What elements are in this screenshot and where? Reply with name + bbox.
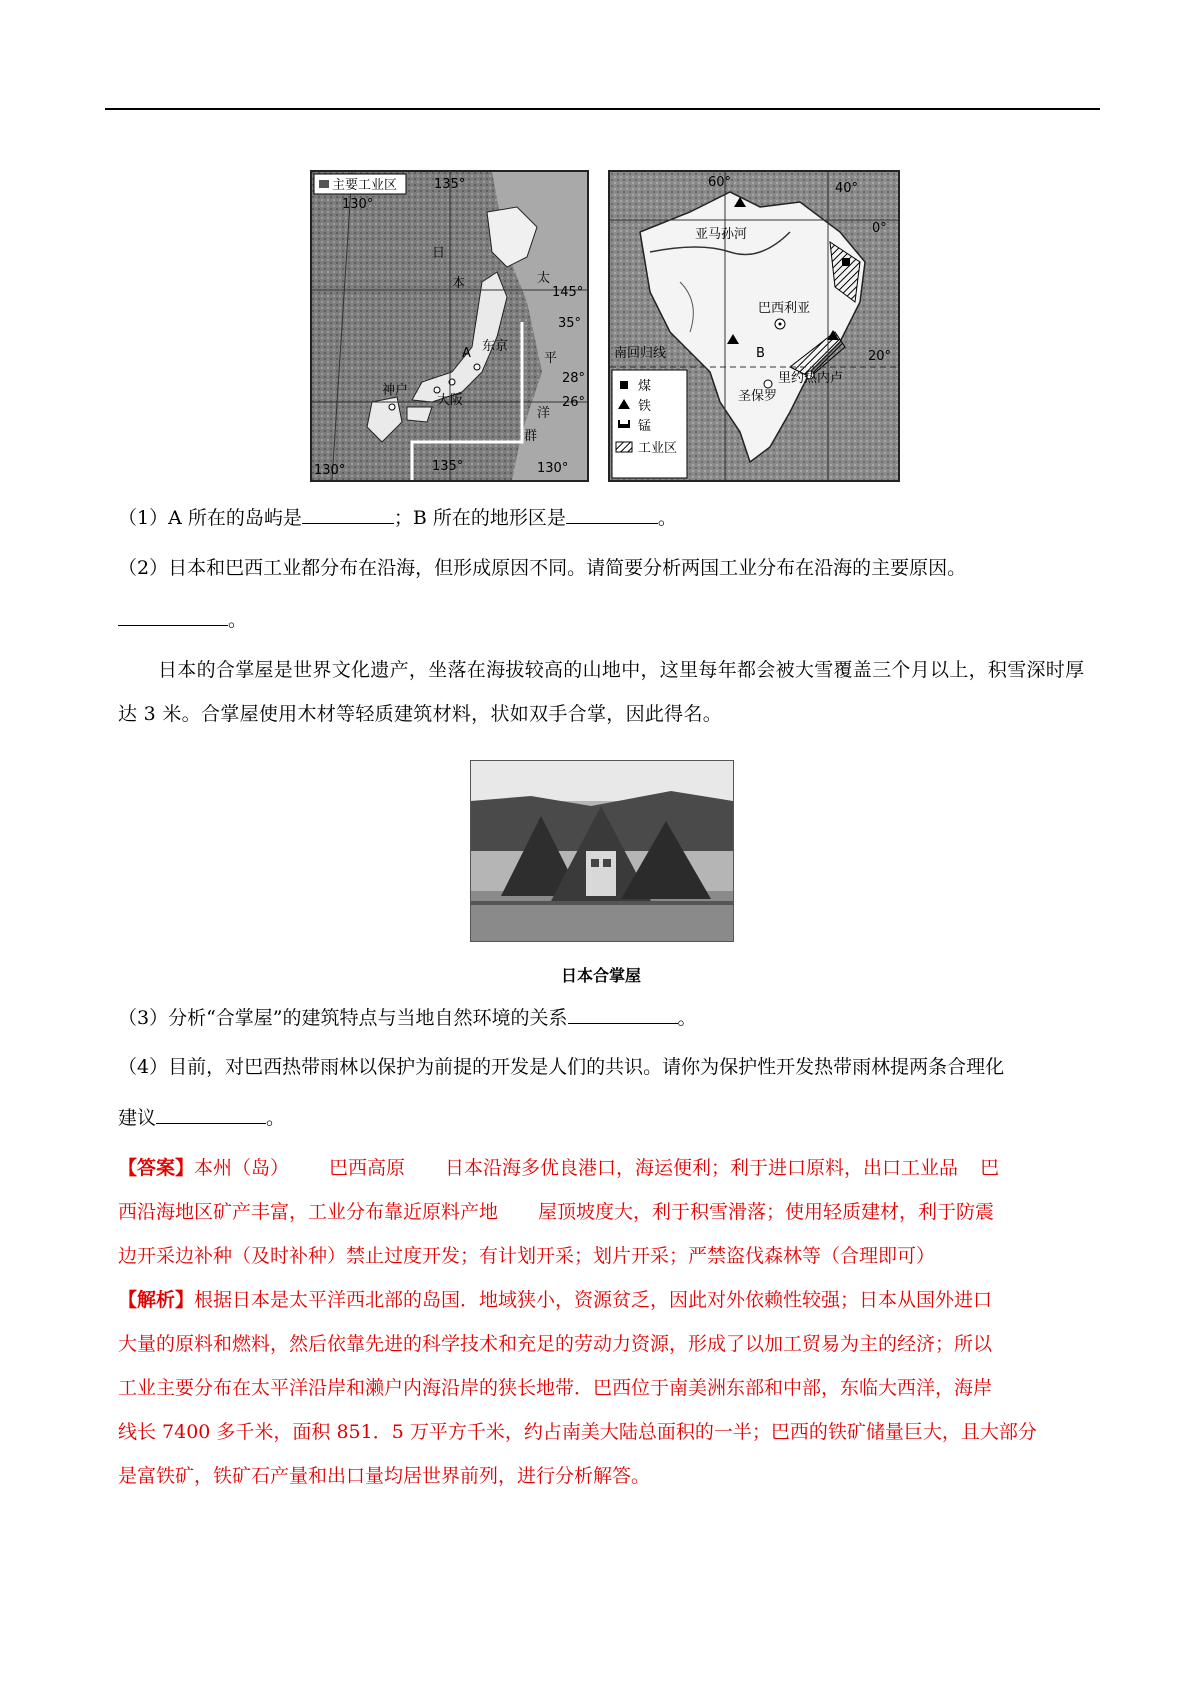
answer-blank[interactable]: [156, 1103, 266, 1124]
photo-caption: 日本合掌屋: [560, 966, 641, 985]
place-label: 巴西利亚: [758, 301, 811, 316]
question-4: [118, 1053, 1004, 1081]
analysis-line-1: [118, 1278, 1103, 1322]
gassho-house-photo: [470, 760, 734, 942]
place-label: 洋: [537, 406, 551, 421]
question-1: [118, 503, 677, 532]
answer-blank[interactable]: [566, 503, 658, 524]
place-label: 平: [544, 351, 558, 366]
lat-label: 0°: [872, 221, 887, 236]
place-label: B: [756, 346, 765, 361]
analysis-line-3: 工业主要分布在太平洋沿岸和濑户内海沿岸的狭长地带．巴西位于南美洲东部和中部，东临大西洋，海岸: [118, 1377, 993, 1399]
question-2-blank-line: [118, 605, 247, 634]
lon-label: 40°: [835, 181, 859, 196]
lon-label: 135°: [432, 459, 464, 474]
answer-blank[interactable]: [568, 1003, 678, 1024]
place-label: 亚马孙河: [695, 227, 748, 242]
question-3: [118, 1003, 697, 1032]
question-2: [118, 554, 966, 582]
lon-label: 130°: [537, 461, 569, 476]
lon-label: 135°: [434, 177, 466, 192]
lat-label: 20°: [868, 349, 892, 364]
question-4-text-b: 建议: [118, 1107, 157, 1129]
place-label: 里约热内卢: [778, 371, 844, 386]
place-label: 南回归线: [614, 346, 667, 361]
place-label: 东京: [482, 339, 509, 354]
analysis-line-2: 大量的原料和燃料，然后依靠先进的科学技术和充足的劳动力资源，形成了以加工贸易为主的经济；所以: [118, 1333, 993, 1355]
answer-line-2: [118, 1190, 1103, 1234]
legend-coal: 煤: [638, 379, 652, 394]
japan-map: [310, 170, 589, 482]
question-2-text: （2）日本和巴西工业都分布在沿海，但形成原因不同。请简要分析两国工业分布在沿海的主要原因。: [118, 557, 967, 579]
lon-label: 130°: [314, 463, 346, 478]
analysis-text: 根据日本是太平洋西北部的岛国．地域狭小，资源贫乏，因此对外依赖性较强；日本从国外进口: [194, 1289, 993, 1311]
analysis-line-4: 线长 7400 多千米，面积 851．5 万平方千米，约占南美大陆总面积的一半；巴西的铁矿储量巨大，且大部分: [118, 1421, 1037, 1443]
analysis-line-5: 是富铁矿，铁矿石产量和出口量均居世界前列，进行分析解答。: [118, 1465, 651, 1487]
answer-5: 边开采边补种（及时补种）禁止过度开发；有计划开采；划片开采；严禁盗伐森林等（合理即可）: [118, 1245, 936, 1267]
answer-3-cont: 西沿海地区矿产丰富，工业分布靠近原料产地: [118, 1201, 499, 1223]
lon-label: 130°: [342, 197, 374, 212]
legend-manganese: 锰: [638, 419, 652, 434]
answer-line-1: [118, 1146, 1103, 1190]
header-rule: [105, 108, 1100, 110]
place-label: 神户: [382, 383, 409, 398]
question-3-text: （3）分析“合掌屋”的建筑特点与当地自然环境的关系: [118, 1007, 568, 1029]
question-1-text-b: ；B 所在的地形区是: [393, 507, 566, 529]
place-label: 日: [432, 246, 446, 261]
legend-industrial-zone: 工业区: [638, 441, 678, 456]
answer-block: [118, 1146, 1103, 1498]
question-1-text-a: （1）A 所在的岛屿是: [118, 507, 302, 529]
brazil-map: [608, 170, 900, 482]
place-label: 太: [537, 271, 551, 286]
lat-label: 35°: [558, 316, 582, 331]
answer-1: 本州（岛）: [194, 1157, 290, 1179]
legend-iron: 铁: [638, 399, 652, 414]
japan-map-legend: 主要工业区: [332, 178, 398, 193]
place-label: A: [462, 346, 471, 361]
question-1-end: 。: [657, 507, 677, 529]
question-4-text: （4）目前，对巴西热带雨林以保护为前提的开发是人们的共识。请你为保护性开发热带雨林提两条合理化: [118, 1056, 1005, 1078]
lon-label: 60°: [708, 175, 732, 190]
place-label: 圣保罗: [738, 389, 778, 404]
lat-label: 26°: [562, 395, 586, 410]
question-4-cont: [118, 1103, 285, 1132]
answer-4: 屋顶坡度大，利于积雪滑落；使用轻质建材，利于防震: [538, 1201, 995, 1223]
lat-label: 28°: [562, 371, 586, 386]
answer-line-3: [118, 1234, 1103, 1278]
answer-label: 【答案】: [118, 1157, 195, 1179]
answer-3-tail: 巴: [980, 1157, 1000, 1179]
answer-3: 日本沿海多优良港口，海运便利；利于进口原料，出口工业品: [445, 1157, 959, 1179]
lon-label: 145°: [552, 285, 584, 300]
analysis-label: 【解析】: [118, 1289, 195, 1311]
answer-blank[interactable]: [118, 605, 228, 626]
question-4-end: 。: [266, 1107, 286, 1129]
passage: 日本的合掌屋是世界文化遗产，坐落在海拔较高的山地中，这里每年都会被大雪覆盖三个月以上，积雪深时厚达 3 米。合掌屋使用木材等轻质建筑材料，状如双手合掌，因此得名。: [118, 659, 1085, 725]
answer-blank[interactable]: [302, 503, 394, 524]
map-figures: [310, 170, 900, 478]
answer-2: 巴西高原: [329, 1157, 406, 1179]
place-label: 群: [524, 429, 538, 444]
place-label: 大阪: [437, 393, 464, 408]
question-3-end: 。: [677, 1007, 697, 1029]
place-label: 本: [452, 276, 466, 291]
question-2-end: 。: [228, 609, 248, 631]
